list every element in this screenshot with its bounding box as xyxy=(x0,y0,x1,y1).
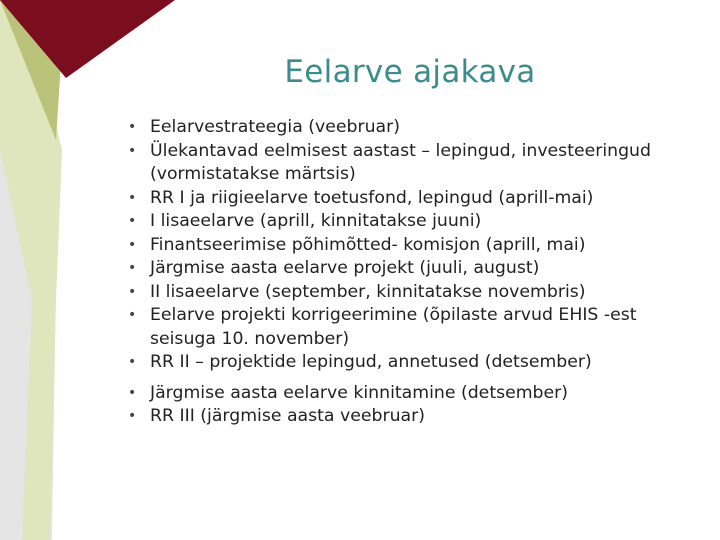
bullet-item: • Järgmise aasta eelarve kinnitamine (detsember) xyxy=(128,382,698,406)
slide-title: Eelarve ajakava xyxy=(284,54,536,90)
bullet-item: • Ülekantavad eelmisest aastast – lepingud, investeeringud (vormistatakse märtsis) xyxy=(128,140,698,187)
bullet-item: • Finantseerimise põhimõtted- komisjon (aprill, mai) xyxy=(128,234,698,258)
bullet-item: • RR I ja riigieelarve toetusfond, lepingud (aprill-mai) xyxy=(128,187,698,211)
bullet-item: • RR III (järgmise aasta veebruar) xyxy=(128,405,698,429)
bullet-item: • Eelarve projekti korrigeerimine (õpilaste arvud EHIS -est seisuga 10. november) xyxy=(128,304,698,351)
bullet-item: • RR II – projektide lepingud, annetused (detsember) xyxy=(128,351,698,375)
bullet-item: • I lisaeelarve (aprill, kinnitatakse juuni) xyxy=(128,210,698,234)
bullet-list xyxy=(128,116,698,429)
bullet-item: • II lisaeelarve (september, kinnitatakse novembris) xyxy=(128,281,698,305)
bullet-item: • Järgmise aasta eelarve projekt (juuli, august) xyxy=(128,257,698,281)
bullet-item: • Eelarvestrateegia (veebruar) xyxy=(128,116,698,140)
